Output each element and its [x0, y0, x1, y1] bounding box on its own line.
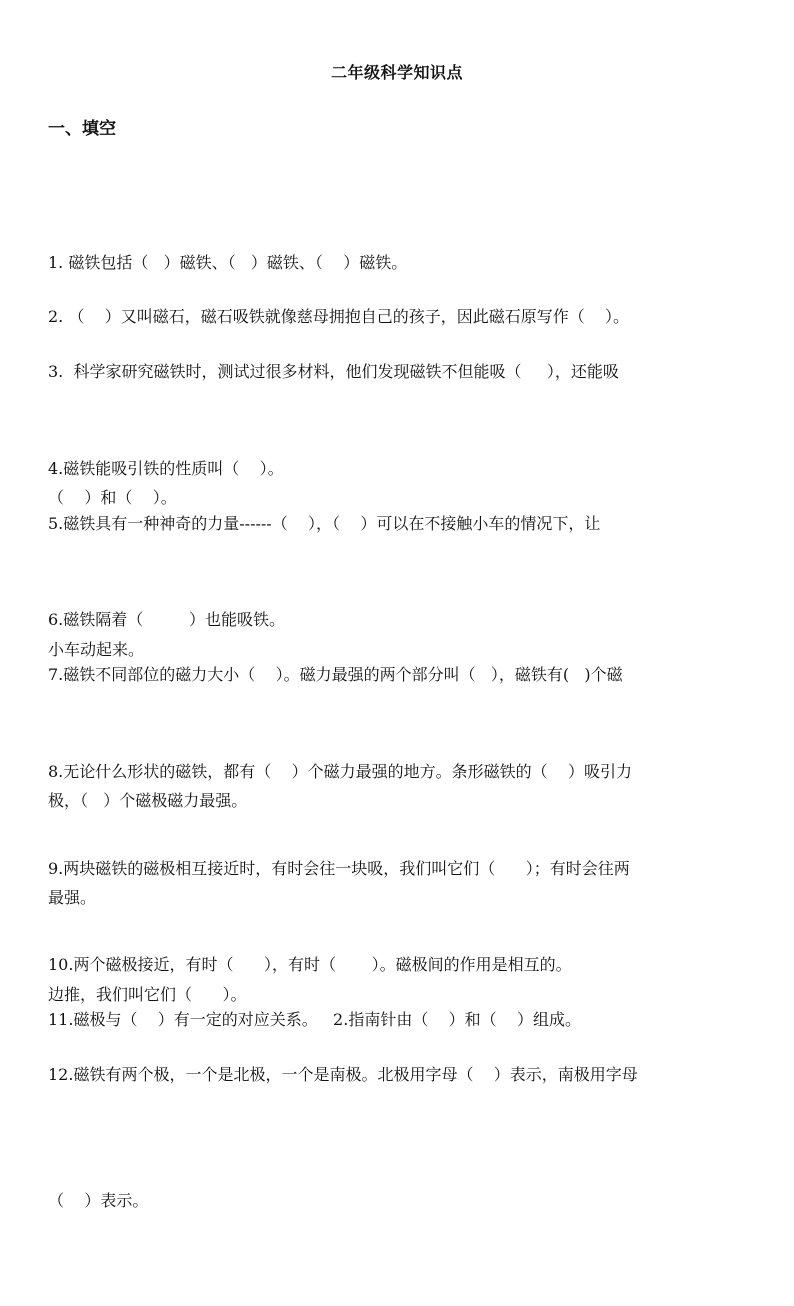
- question-line: 边推，我们叫它们（ ）。: [48, 985, 247, 1004]
- question-line: （ ）表示。: [48, 1191, 149, 1210]
- question-line: 8.无论什么形状的磁铁，都有（ ）个磁力最强的地方。条形磁铁的（ ）吸引力: [48, 762, 632, 781]
- section-heading: 一、填空: [48, 119, 116, 139]
- question-line: 最强。: [48, 888, 97, 907]
- question-line: 4.磁铁能吸引铁的性质叫（ ）。: [48, 459, 284, 478]
- question-line: 9.两块磁铁的磁极相互接近时，有时会往一块吸，我们叫它们（ ）；有时会往两: [48, 859, 630, 878]
- question-line: 10.两个磁极接近，有时（ ），有时（ ）。磁极间的作用是相互的。: [48, 955, 572, 974]
- question-line: 1. 磁铁包括（ ）磁铁、（ ）磁铁、（ ）磁铁。: [48, 253, 408, 272]
- document-title: 二年级科学知识点: [330, 63, 463, 82]
- question-line: 极，（ ）个磁极磁力最强。: [48, 791, 248, 810]
- question-line: 小车动起来。: [48, 640, 145, 659]
- question-line: 6.磁铁隔着（ ）也能吸铁。: [48, 610, 286, 629]
- question-line: 5.磁铁具有一种神奇的力量------（ ），（ ）可以在不接触小车的情况下，让: [48, 514, 601, 533]
- question-line: 2. （ ）又叫磁石，磁石吸铁就像慈母拥抱自己的孩子，因此磁石原写作（ ）。: [48, 307, 630, 326]
- question-line: 3. 科学家研究磁铁时，测试过很多材料，他们发现磁铁不但能吸（ ），还能吸: [48, 362, 619, 381]
- question-line: 11.磁极与（ ）有一定的对应关系。 2.指南针由（ ）和（ ）组成。: [48, 1010, 582, 1029]
- question-line: 7.磁铁不同部位的磁力大小（ ）。磁力最强的两个部分叫（ ），磁铁有( )个磁: [48, 665, 623, 684]
- question-12: [48, 970, 748, 1306]
- question-line: 12.磁铁有两个极，一个是北极，一个是南极。北极用字母（ ）表示，南极用字母: [48, 1065, 638, 1084]
- question-line: （ ）和（ ）。: [48, 488, 177, 507]
